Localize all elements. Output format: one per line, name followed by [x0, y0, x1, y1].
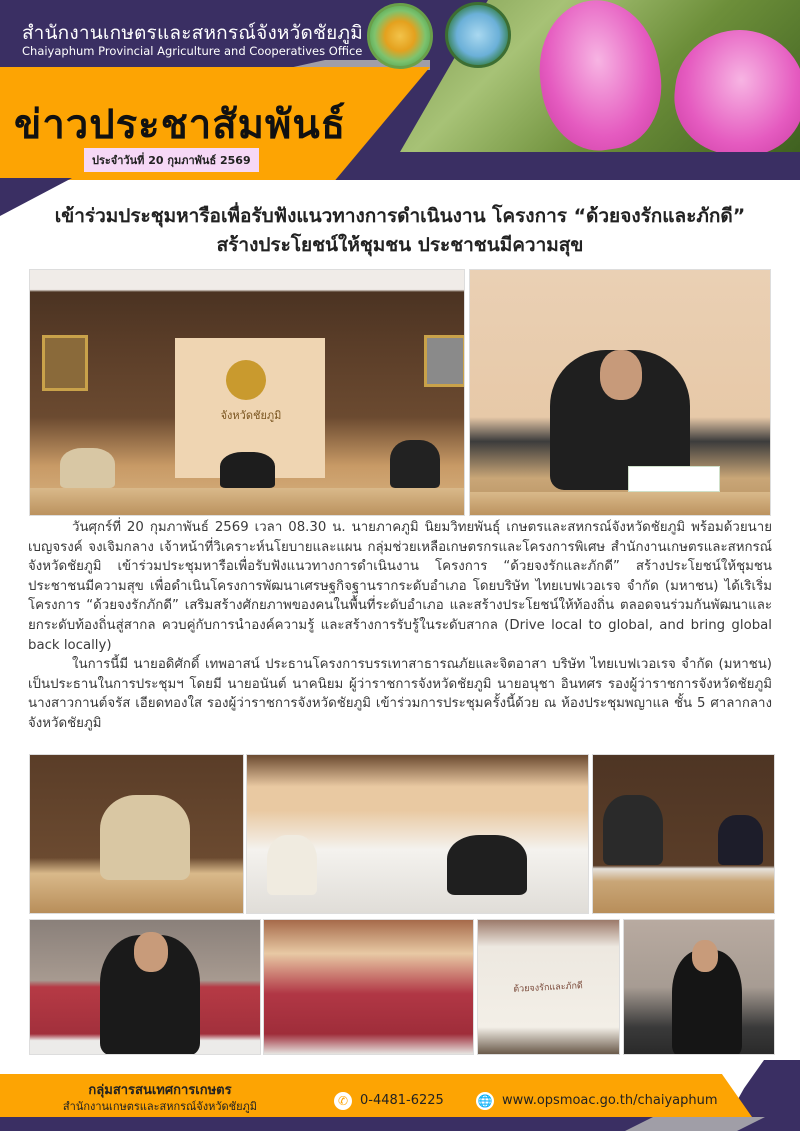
footer-department: กลุ่มสารสนเทศการเกษตร — [88, 1083, 232, 1098]
phone-icon: ✆ — [334, 1092, 352, 1110]
moac-logo-icon — [367, 3, 433, 69]
screen-title: ด้วยจงรักและภักดี — [513, 981, 584, 995]
projector-screen-photo — [477, 919, 620, 1055]
meeting-head-table-photo — [29, 269, 465, 516]
name-plate — [628, 466, 720, 492]
date-badge: ประจำวันที่ 20 กุมภาพันธ์ 2569 — [84, 148, 259, 172]
portrait-frame-left — [42, 335, 88, 391]
header-divider — [0, 180, 800, 200]
footer-office: สำนักงานเกษตรและสหกรณ์จังหวัดชัยภูมิ — [62, 1100, 258, 1113]
org-name-english: Chaiyaphum Provincial Agriculture and Cooperatives Office — [22, 44, 363, 58]
article-body — [28, 518, 772, 734]
attendee-seated-photo — [623, 919, 775, 1055]
org-name-thai: สำนักงานเกษตรและสหกรณ์จังหวัดชัยภูมิ — [22, 22, 363, 44]
news-label: ข่าวประชาสัมพันธ์ — [14, 101, 347, 148]
headline-line-1: เข้าร่วมประชุมหารือเพื่อรับฟังแนวทางการดำเนินงาน โครงการ “ด้วยจงรักและภักดี” — [54, 205, 746, 227]
attendee-portrait-photo — [29, 919, 261, 1055]
footer-website-link[interactable]: www.opsmoac.go.th/chaiyaphum — [502, 1093, 718, 1108]
globe-icon: 🌐 — [477, 1094, 493, 1108]
officials-seated-photo — [592, 754, 775, 914]
article-headline — [20, 202, 780, 260]
footer-phone[interactable]: 0-4481-6225 — [360, 1093, 444, 1108]
paragraph-2: ในการนี้มี นายอดิศักดิ์ เทพอาสน์ ประธานโครงการบรรเทาสาธารณภัยและจิตอาสา บริษัท ไทยเบฟเวอเรจ จำกัด (มหาชน) เป็นประธานในการประชุมฯ โดยมี นายอนันต์ นาคนิยม ผู้ว่าราชการจังหวัดชัยภูมิ นายอนุชา อินทศร รองผู้ว่าราชการจังหวัดชัยภูมิ นางสาวกานต์จรัส เอียดทองใส รองผู้ว่าราชการจังหวัดชัยภูมิ เข้าร่วมการประชุมครั้งนี้ด้วย ณ ห้องประชุมพญาแล ชั้น 5 ศาลากลางจังหวัดชัยภูมิ — [28, 657, 772, 731]
official-speaking-photo — [29, 754, 244, 914]
audience-seats-photo — [263, 919, 474, 1055]
meeting-room-wide-photo — [246, 754, 589, 914]
headline-line-2: สร้างประโยชน์ให้ชุมชน ประชาชนมีความสุข — [216, 234, 584, 256]
wall-sign: จังหวัดชัยภูมิ — [220, 409, 282, 422]
province-logo-icon — [445, 2, 511, 68]
chairman-speaking-photo — [469, 269, 771, 516]
flower-right — [669, 24, 800, 162]
paragraph-1: วันศุกร์ที่ 20 กุมภาพันธ์ 2569 เวลา 08.30 น. นายภาคภูมิ นิยมวิทยพันธุ์ เกษตรและสหกรณ์จังหวัดชัยภูมิ พร้อมด้วยนายเบญจรงค์ จงเจิมกลาง เจ้าหน้าที่วิเคราะห์นโยบายและแผน กลุ่มช่วยเหลือเกษตรกรและโครงการพิเศษ สำนักงานเกษตรและสหกรณ์จังหวัดชัยภูมิ เข้าร่วมประชุมหารือเพื่อรับฟังแนวทางการดำเนินงาน โครงการ “ด้วยจงรักและภักดี” สร้างประโยชน์ให้ชุมชน ประชาชนมีความสุข เพื่อดำเนินโครงการพัฒนาเศรษฐกิจฐานรากระดับอำเภอ โดยบริษัท ไทยเบฟเวอเรจ จำกัด (มหาชน) ได้เริเริ่มโครงการ “ด้วยจงรักภักดี” เสริมสร้างศักยภาพของคนในพื้นที่ระดับอำเภอ และสร้างประโยชน์ให้ท้องถิ่น ตลอดจนร่วมกันพัฒนาและยกระดับท้องถิ่นสู่สากล ควบคู่กับการนำองค์ความรู้ และสร้างการรับรู้ในระดับสากล (Drive local to global, and bring global back locally) — [28, 520, 772, 653]
province-emblem-icon — [226, 360, 266, 400]
portrait-frame-right — [424, 335, 465, 387]
flower-left — [530, 0, 670, 158]
